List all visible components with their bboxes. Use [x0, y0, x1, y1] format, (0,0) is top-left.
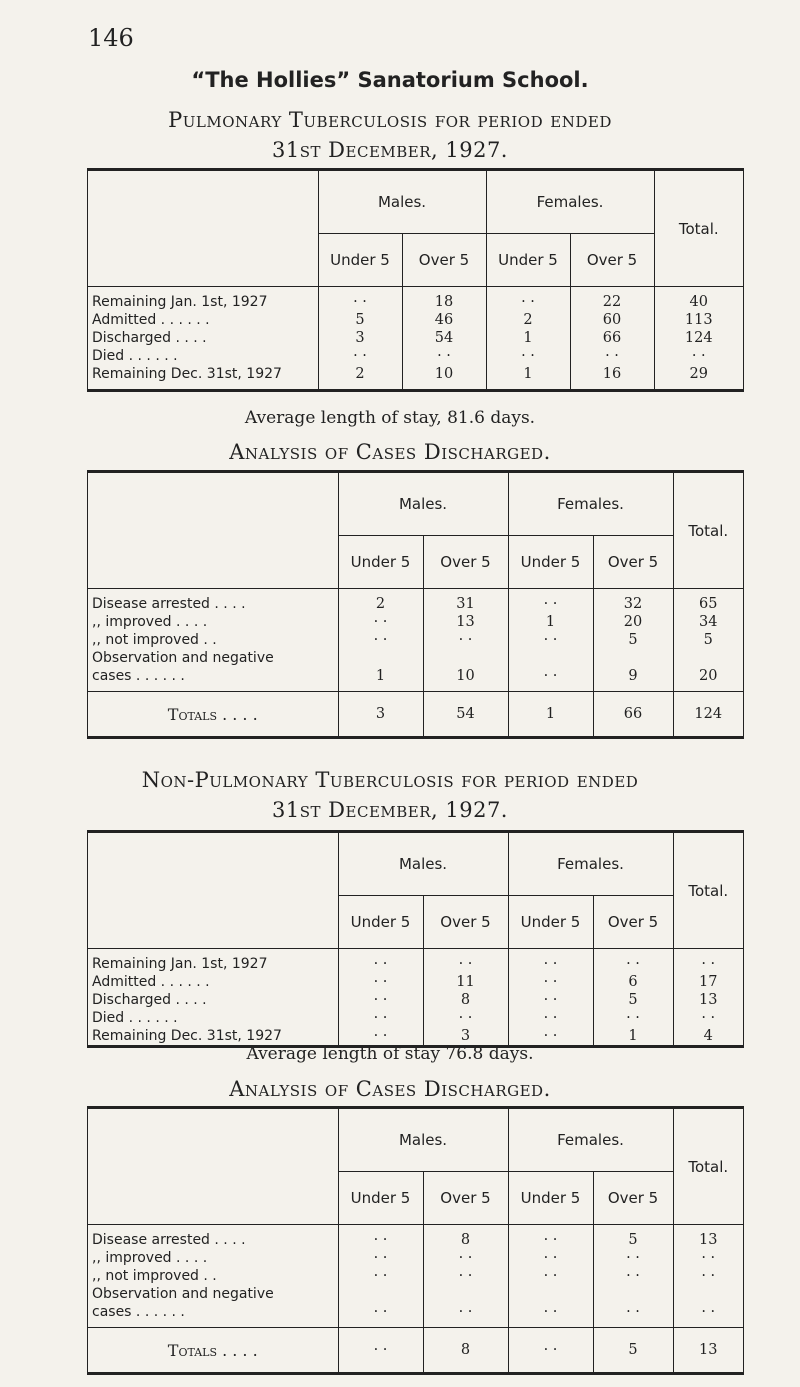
header-females-under5: Under 5 [508, 896, 593, 949]
cell: 1 [508, 613, 593, 631]
row-label: Died . . . . . . [92, 1010, 178, 1026]
cell: · · [318, 347, 402, 365]
cell: · · [338, 955, 423, 973]
cell: · · [570, 347, 654, 365]
cell: · · [508, 1267, 593, 1285]
cell: 10 [423, 667, 508, 685]
table-row [88, 1267, 743, 1285]
header-females-under5: Under 5 [508, 1172, 593, 1225]
cell: 9 [593, 667, 673, 685]
header-total: Total. [654, 171, 743, 287]
cell: · · [508, 973, 593, 991]
cell: · · [338, 991, 423, 1009]
cell [423, 649, 508, 667]
header-males-over5: Over 5 [423, 1172, 508, 1225]
cell: · · [338, 1328, 423, 1373]
cell: 1 [486, 329, 570, 347]
cell: 18 [402, 293, 486, 311]
cell: 54 [402, 329, 486, 347]
cell: · · [508, 991, 593, 1009]
cell: · · [318, 293, 402, 311]
cell [338, 1285, 423, 1303]
cell: 5 [593, 1231, 673, 1249]
cell: 34 [673, 613, 743, 631]
row-label: Remaining Jan. 1st, 1927 [92, 956, 268, 972]
table-row [88, 955, 743, 973]
cell: 1 [486, 365, 570, 383]
row-label: Died . . . . . . [92, 348, 178, 364]
cell: 29 [654, 365, 743, 383]
average-stay-1: Average length of stay, 81.6 days. [244, 408, 536, 428]
header-females: Females. [508, 833, 673, 896]
cell: · · [593, 955, 673, 973]
cell [338, 649, 423, 667]
cell: 3 [318, 329, 402, 347]
table-row [88, 1285, 743, 1303]
table-row [88, 973, 743, 991]
cell: 13 [673, 1328, 743, 1373]
cell: · · [486, 293, 570, 311]
cell [593, 1285, 673, 1303]
row-label: ,, improved . . . . [92, 614, 208, 630]
cell: 2 [338, 595, 423, 613]
cell: · · [508, 1009, 593, 1027]
cell: · · [338, 631, 423, 649]
cell: · · [673, 1303, 743, 1321]
table-row [88, 667, 743, 685]
cell: 8 [423, 1328, 508, 1373]
cell: · · [508, 595, 593, 613]
header-males-under5: Under 5 [338, 536, 423, 589]
cell: · · [673, 955, 743, 973]
table-row [88, 1249, 743, 1267]
cell: 1 [593, 1027, 673, 1045]
cell: · · [338, 613, 423, 631]
cell: · · [423, 1009, 508, 1027]
table-non-pulmonary-summary [87, 830, 744, 1048]
cell: · · [338, 973, 423, 991]
totals-label: Totals . . . . [88, 1328, 338, 1373]
row-label: Admitted . . . . . . [92, 974, 210, 990]
cell: 124 [654, 329, 743, 347]
totals-row [88, 1328, 743, 1373]
header-total: Total. [673, 1109, 743, 1225]
cell: 32 [593, 595, 673, 613]
header-males: Males. [338, 833, 508, 896]
cell: 8 [423, 991, 508, 1009]
header-males-under5: Under 5 [318, 234, 402, 287]
cell: · · [423, 1249, 508, 1267]
cell: 65 [673, 595, 743, 613]
cell: · · [593, 1303, 673, 1321]
row-label: ,, improved . . . . [92, 1250, 208, 1266]
totals-label: Totals . . . . [88, 692, 338, 737]
header-females: Females. [508, 473, 673, 536]
cell: 66 [570, 329, 654, 347]
cell: 2 [318, 365, 402, 383]
row-label: Remaining Dec. 31st, 1927 [92, 1028, 282, 1044]
header-males-over5: Over 5 [423, 896, 508, 949]
table-row [88, 365, 743, 383]
header-females-over5: Over 5 [593, 536, 673, 589]
section1-title-line2: 31st December, 1927. [272, 138, 508, 162]
header-blank [88, 171, 318, 287]
row-label: Remaining Dec. 31st, 1927 [92, 366, 282, 382]
cell: 40 [654, 293, 743, 311]
table-row [88, 631, 743, 649]
cell: 2 [486, 311, 570, 329]
section1-title-line1: Pulmonary Tuberculosis for period ended [168, 108, 612, 132]
cell: 17 [673, 973, 743, 991]
header-females-under5: Under 5 [486, 234, 570, 287]
header-total: Total. [673, 473, 743, 589]
header-blank [88, 473, 338, 589]
row-label: Admitted . . . . . . [92, 312, 210, 328]
cell: 20 [673, 667, 743, 685]
cell: 66 [593, 692, 673, 737]
header-females-over5: Over 5 [593, 1172, 673, 1225]
table-row [88, 1027, 743, 1045]
table-row [88, 1009, 743, 1027]
cell: 60 [570, 311, 654, 329]
cell: 13 [673, 1231, 743, 1249]
cell: · · [654, 347, 743, 365]
table-row [88, 613, 743, 631]
cell: · · [508, 1303, 593, 1321]
cell: · · [423, 1267, 508, 1285]
table-pulmonary-summary [87, 168, 744, 392]
totals-row [88, 692, 743, 737]
cell: 113 [654, 311, 743, 329]
header-females-over5: Over 5 [593, 896, 673, 949]
cell: 5 [318, 311, 402, 329]
header-blank [88, 833, 338, 949]
header-females-under5: Under 5 [508, 536, 593, 589]
cell: 5 [593, 1328, 673, 1373]
cell: 124 [673, 692, 743, 737]
cell: · · [593, 1267, 673, 1285]
cell: · · [593, 1249, 673, 1267]
cell: · · [338, 1267, 423, 1285]
cell: · · [423, 1303, 508, 1321]
school-title: “The Hollies” Sanatorium School. [191, 68, 589, 92]
section2-title-line1: Non-Pulmonary Tuberculosis for period ended [141, 768, 639, 792]
row-label: Remaining Jan. 1st, 1927 [92, 294, 268, 310]
row-label: Disease arrested . . . . [92, 1232, 246, 1248]
cell: · · [508, 955, 593, 973]
row-label: Observation and negative [92, 1286, 274, 1302]
row-label: Discharged . . . . [92, 330, 207, 346]
header-males-under5: Under 5 [338, 896, 423, 949]
cell: · · [508, 667, 593, 685]
cell: · · [338, 1009, 423, 1027]
table-row [88, 347, 743, 365]
cell: 11 [423, 973, 508, 991]
table-row [88, 329, 743, 347]
cell: · · [508, 1027, 593, 1045]
cell: 4 [673, 1027, 743, 1045]
cell: 1 [508, 692, 593, 737]
header-males: Males. [338, 1109, 508, 1172]
cell: 3 [338, 692, 423, 737]
cell: · · [423, 631, 508, 649]
analysis2-title: Analysis of Cases Discharged. [229, 1077, 551, 1101]
cell: 5 [593, 631, 673, 649]
header-males: Males. [318, 171, 486, 234]
cell: 54 [423, 692, 508, 737]
cell: · · [673, 1009, 743, 1027]
cell: 16 [570, 365, 654, 383]
cell: · · [402, 347, 486, 365]
cell [673, 1285, 743, 1303]
cell [423, 1285, 508, 1303]
cell: 1 [338, 667, 423, 685]
cell: 46 [402, 311, 486, 329]
table-row [88, 293, 743, 311]
header-females: Females. [486, 171, 654, 234]
cell: 10 [402, 365, 486, 383]
cell: · · [338, 1027, 423, 1045]
header-males-over5: Over 5 [402, 234, 486, 287]
row-label: Disease arrested . . . . [92, 596, 246, 612]
cell: 8 [423, 1231, 508, 1249]
table-row [88, 991, 743, 1009]
cell: 13 [673, 991, 743, 1009]
cell: 22 [570, 293, 654, 311]
cell: · · [673, 1267, 743, 1285]
cell: · · [508, 1231, 593, 1249]
header-males-over5: Over 5 [423, 536, 508, 589]
table-row [88, 649, 743, 667]
table-row [88, 1303, 743, 1321]
cell: · · [673, 1249, 743, 1267]
page-number: 146 [88, 24, 134, 52]
row-label: ,, not improved . . [92, 1268, 217, 1284]
cell: · · [508, 1328, 593, 1373]
row-label: ,, not improved . . [92, 632, 217, 648]
cell [593, 649, 673, 667]
row-label: cases . . . . . . [92, 668, 185, 684]
header-males-under5: Under 5 [338, 1172, 423, 1225]
cell: 3 [423, 1027, 508, 1045]
cell [508, 649, 593, 667]
row-label: Discharged . . . . [92, 992, 207, 1008]
cell [673, 649, 743, 667]
header-females-over5: Over 5 [570, 234, 654, 287]
average-stay-2: Average length of stay 76.8 days. [246, 1044, 534, 1064]
cell [508, 1285, 593, 1303]
cell: 20 [593, 613, 673, 631]
table-row [88, 311, 743, 329]
section2-title-line2: 31st December, 1927. [272, 798, 508, 822]
cell: · · [508, 1249, 593, 1267]
cell: · · [508, 631, 593, 649]
cell: · · [338, 1249, 423, 1267]
cell: 5 [593, 991, 673, 1009]
header-males: Males. [338, 473, 508, 536]
cell: 13 [423, 613, 508, 631]
cell: · · [593, 1009, 673, 1027]
analysis1-title: Analysis of Cases Discharged. [229, 440, 551, 464]
cell: · · [423, 955, 508, 973]
header-total: Total. [673, 833, 743, 949]
header-females: Females. [508, 1109, 673, 1172]
cell: 5 [673, 631, 743, 649]
table-row [88, 1231, 743, 1249]
cell: 6 [593, 973, 673, 991]
row-label: Observation and negative [92, 650, 274, 666]
cell: · · [486, 347, 570, 365]
table-non-pulmonary-analysis [87, 1106, 744, 1375]
cell: · · [338, 1303, 423, 1321]
cell: 31 [423, 595, 508, 613]
row-label: cases . . . . . . [92, 1304, 185, 1320]
table-pulmonary-analysis [87, 470, 744, 739]
cell: · · [338, 1231, 423, 1249]
header-blank [88, 1109, 338, 1225]
table-row [88, 595, 743, 613]
